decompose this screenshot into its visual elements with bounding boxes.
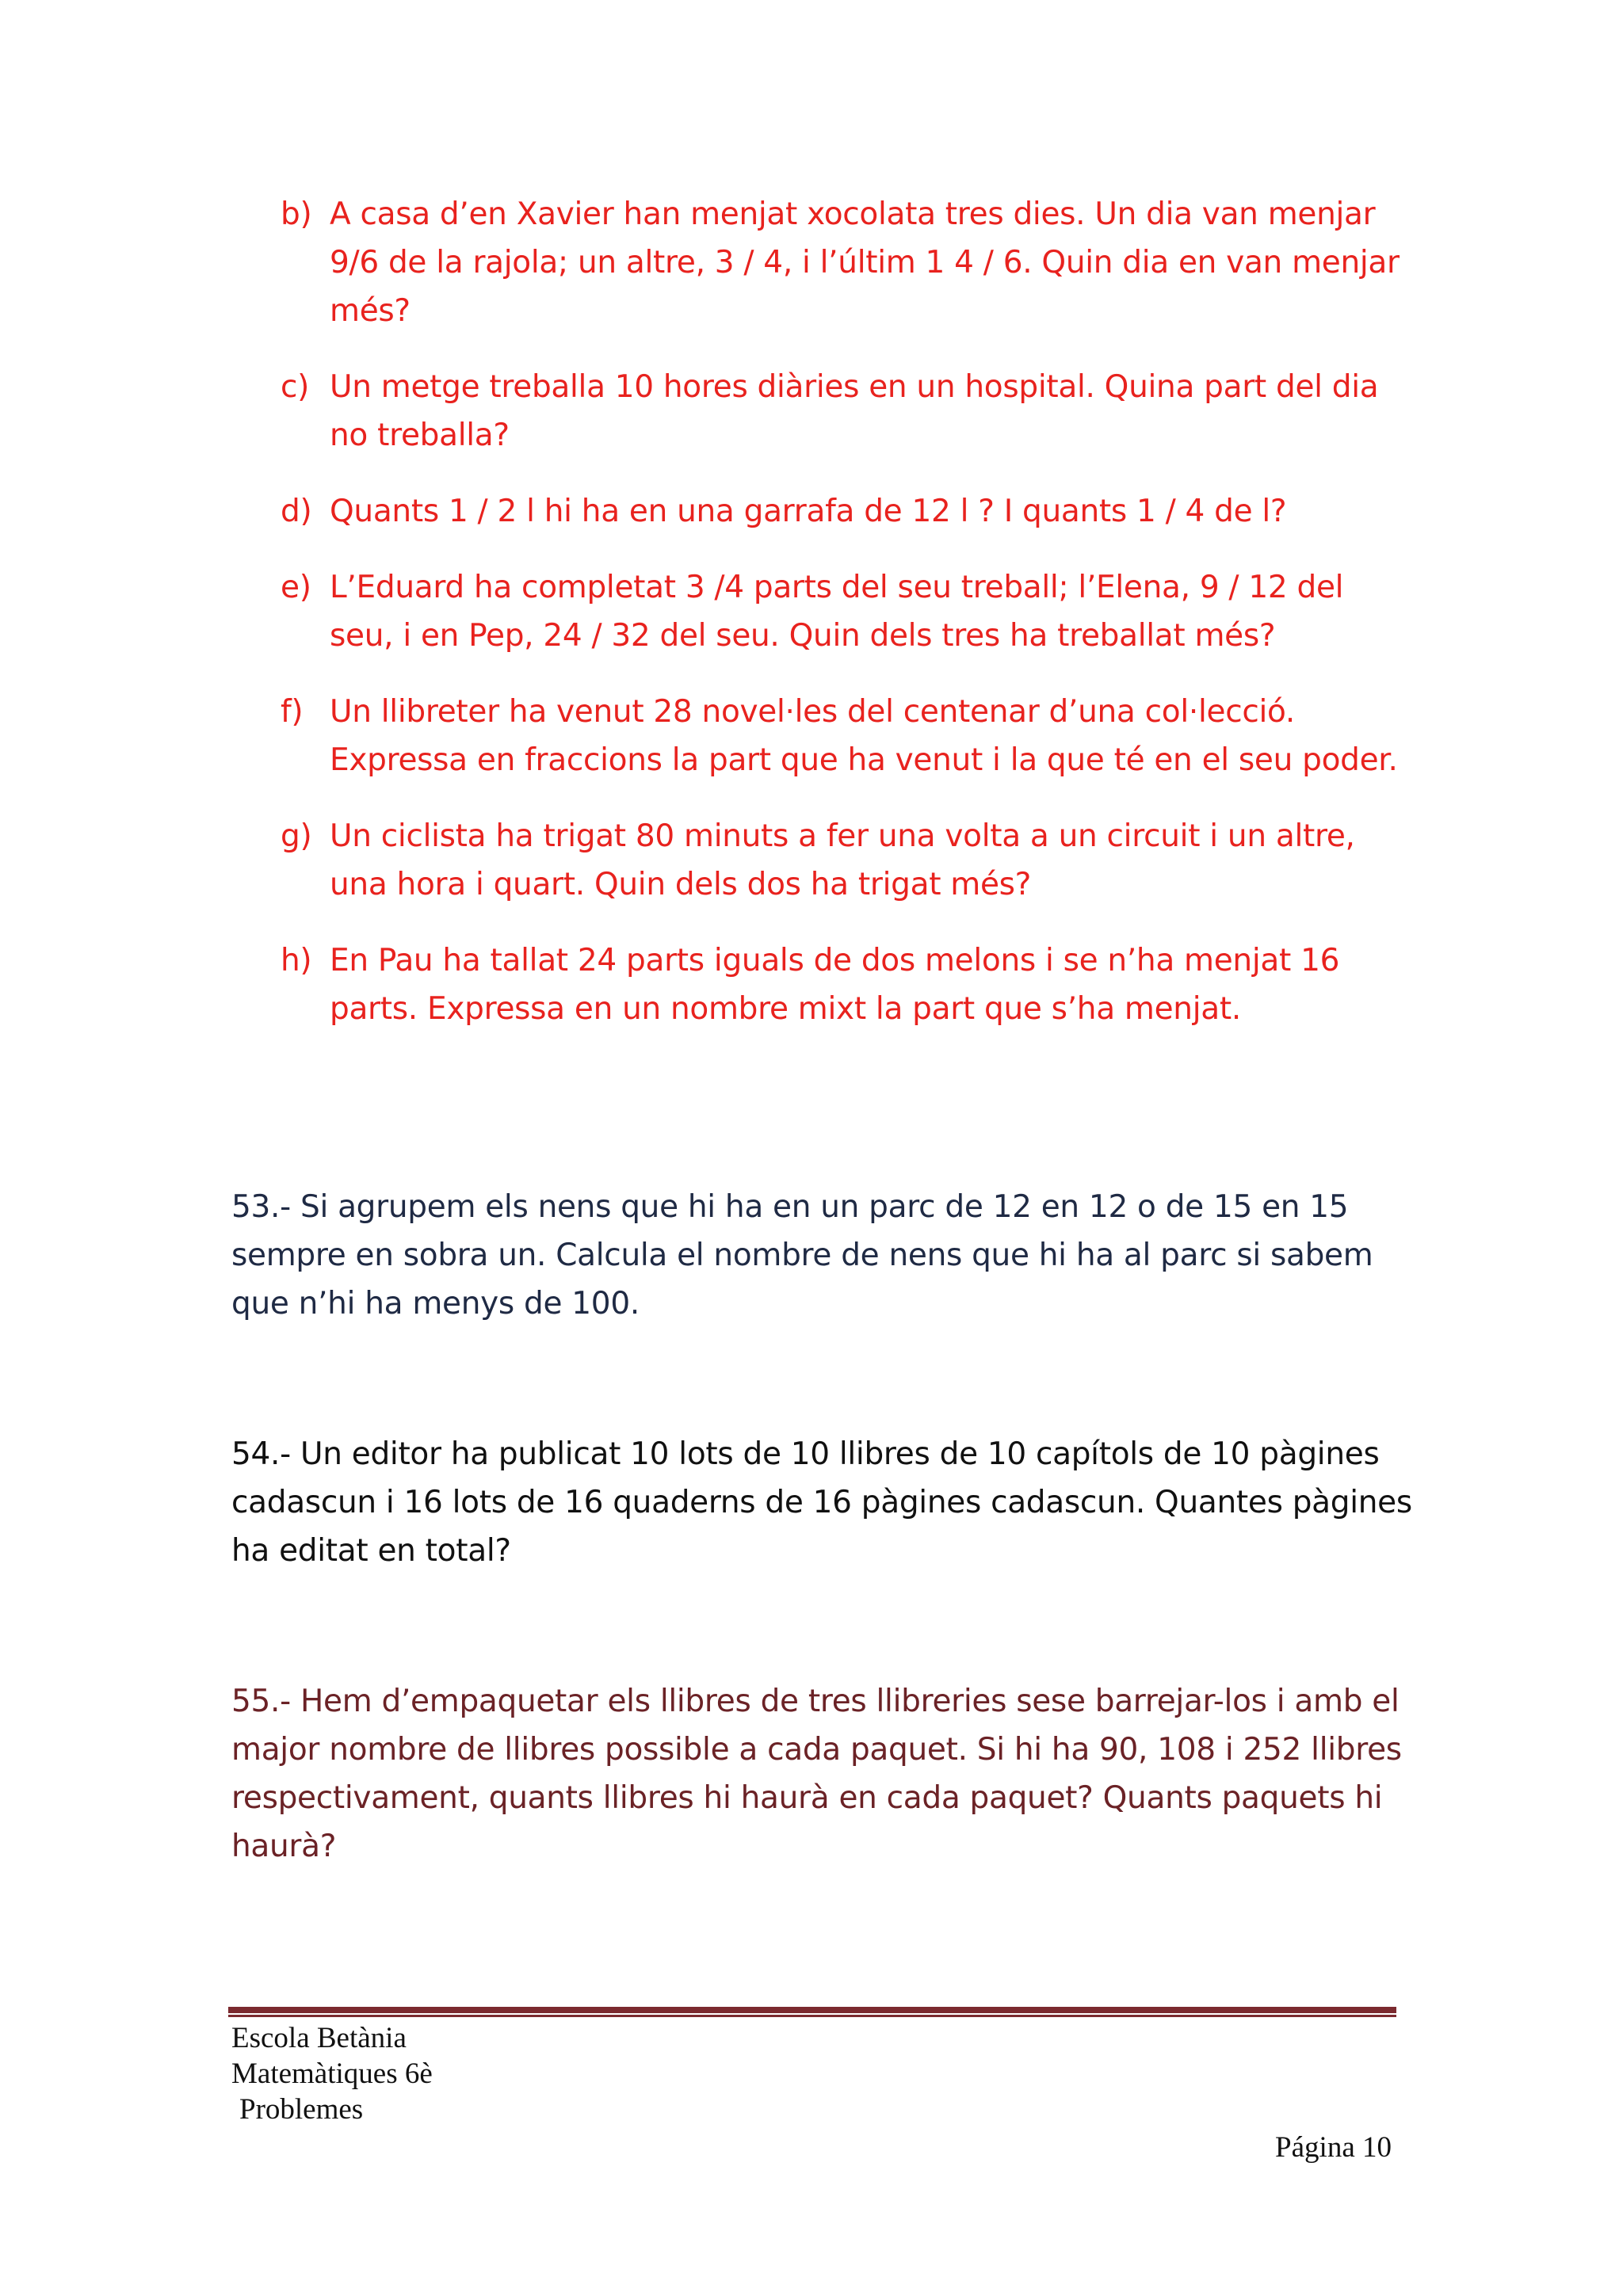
problem-55: 55.- Hem d’empaquetar els llibres de tres llibreries sese barrejar-los i amb el major nombre de llibres possible a cada paquet. Si hi ha 90, 108 i 252 llibres respectivament, quants llibres hi haurà en cada paquet? Quants paquets hi haurà? xyxy=(231,1684,1402,1864)
item-letter: b) xyxy=(281,196,312,232)
item-text: En Pau ha tallat 24 parts iguals de dos melons i se n’ha menjat 16 parts. Expressa en un nombre mixt la part que s’ha menjat. xyxy=(330,943,1340,1027)
exercise-item-h xyxy=(281,936,1406,1033)
exercise-item-c xyxy=(281,363,1406,460)
footer-divider-thick xyxy=(228,2007,1396,2013)
footer-school: Escola Betània xyxy=(231,2022,407,2054)
exercise-list xyxy=(281,190,1406,1061)
exercise-item-g xyxy=(281,812,1406,909)
item-letter: c) xyxy=(281,369,310,405)
exercise-item-f xyxy=(281,688,1406,784)
footer-subject: Matemàtiques 6è xyxy=(231,2058,433,2090)
item-text: L’Eduard ha completat 3 /4 parts del seu treball; l’Elena, 9 / 12 del seu, i en Pep, 24 / 32 del seu. Quin dels tres ha treballat més? xyxy=(330,570,1344,654)
footer-divider xyxy=(228,2007,1396,2018)
item-text: Un metge treballa 10 hores diàries en un hospital. Quina part del dia no treballa? xyxy=(330,369,1379,453)
item-text: Quants 1 / 2 l hi ha en una garrafa de 12 l ? I quants 1 / 4 de l? xyxy=(330,494,1287,529)
problem-54: 54.- Un editor ha publicat 10 lots de 10 llibres de 10 capítols de 10 pàgines cadascun i 16 lots de 16 quaderns de 16 pàgines cadascun. Quantes pàgines ha editat en total? xyxy=(231,1436,1412,1569)
item-text: Un llibreter ha venut 28 novel·les del centenar d’una col·lecció. Expressa en fraccions la part que ha venut i la que té en el seu poder. xyxy=(330,694,1398,778)
exercise-item-b xyxy=(281,190,1406,335)
exercise-item-e xyxy=(281,563,1406,660)
footer-section: Problemes xyxy=(239,2093,364,2126)
item-text: A casa d’en Xavier han menjat xocolata tres dies. Un dia van menjar 9/6 de la rajola; un altre, 3 / 4, i l’últim 1 4 / 6. Quin dia en van menjar més? xyxy=(330,196,1400,329)
item-letter: f) xyxy=(281,694,304,730)
item-letter: g) xyxy=(281,818,312,854)
item-text: Un ciclista ha trigat 80 minuts a fer una volta a un circuit i un altre, una hora i quart. Quin dels dos ha trigat més? xyxy=(330,818,1355,902)
item-letter: h) xyxy=(281,943,312,978)
item-letter: e) xyxy=(281,570,311,605)
exercise-item-d xyxy=(281,487,1406,536)
footer-info xyxy=(231,2020,433,2127)
item-letter: d) xyxy=(281,494,312,529)
footer-divider-thin xyxy=(228,2015,1396,2017)
page-number: Página 10 xyxy=(1275,2131,1392,2164)
problem-53: 53.- Si agrupem els nens que hi ha en un parc de 12 en 12 o de 15 en 15 sempre en sobra un. Calcula el nombre de nens que hi ha al parc si sabem que n’hi ha menys de 100. xyxy=(231,1189,1373,1322)
